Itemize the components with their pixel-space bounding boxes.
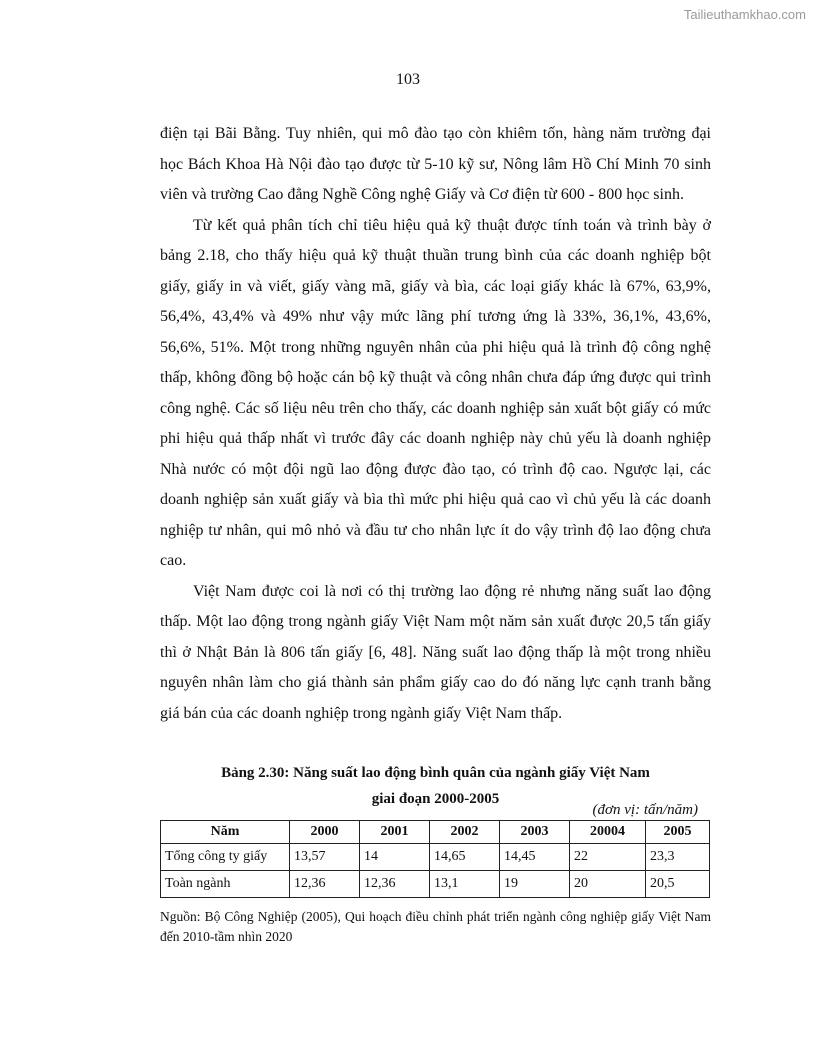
- header-cell: 2002: [430, 821, 500, 844]
- productivity-table: [160, 820, 710, 898]
- header-cell: Năm: [161, 821, 290, 844]
- header-cell: 2001: [360, 821, 430, 844]
- header-cell: 2003: [500, 821, 570, 844]
- paragraph-1: điện tại Bãi Bằng. Tuy nhiên, qui mô đào tạo còn khiêm tốn, hàng năm trường đại học Bách Khoa Hà Nội đào tạo được từ 5-10 kỹ sư, Nông lâm Hồ Chí Minh 70 sinh viên và trường Cao đẳng Nghề Công nghệ Giấy và Cơ điện từ 600 - 800 học sinh.: [160, 125, 711, 203]
- table-cell: 20: [570, 871, 646, 898]
- row-label-cell: Tổng công ty giấy: [161, 844, 290, 871]
- table-cell: 14: [360, 844, 430, 871]
- table-cell: 20,5: [646, 871, 710, 898]
- table-cell: 23,3: [646, 844, 710, 871]
- table-cell: 13,1: [430, 871, 500, 898]
- table-unit-note: (đơn vị: tấn/năm): [592, 802, 698, 818]
- body-text: [160, 119, 711, 729]
- table-cell: 12,36: [360, 871, 430, 898]
- table-cell: 22: [570, 844, 646, 871]
- header-cell: 20004: [570, 821, 646, 844]
- table-cell: 14,65: [430, 844, 500, 871]
- table-cell: 19: [500, 871, 570, 898]
- table-cell: 12,36: [290, 871, 360, 898]
- paragraph-2: Từ kết quả phân tích chỉ tiêu hiệu quả kỹ thuật được tính toán và trình bày ở bảng 2.18, cho thấy hiệu quả kỹ thuật thuần trung bình của các doanh nghiệp bột giấy, giấy in và viết, giấy vàng mã, giấy và bìa, các loại giấy khác là 67%, 63,9%, 56,4%, 43,4% và 49% như vậy mức lãng phí tương ứng là 33%, 36,1%, 43,6%, 56,6%, 51%. Một trong những nguyên nhân của phi hiệu quả là trình độ công nghệ thấp, không đồng bộ hoặc cán bộ kỹ thuật và công nhân chưa đáp ứng được qui trình công nghệ. Các số liệu nêu trên cho thấy, các doanh nghiệp sản xuất bột giấy có mức phi hiệu quả thấp nhất vì trước đây các doanh nghiệp này chủ yếu là doanh nghiệp Nhà nước có một đội ngũ lao động được đào tạo, có trình độ cao. Ngược lại, các doanh nghiệp sản xuất giấy và bìa thì mức phi hiệu quả cao vì chủ yếu là các doanh nghiệp tư nhân, qui mô nhỏ và đầu tư cho nhân lực ít do vậy trình độ lao động chưa cao.: [160, 216, 711, 569]
- header-cell: 2005: [646, 821, 710, 844]
- header-cell: 2000: [290, 821, 360, 844]
- table-header-row: [161, 821, 710, 844]
- watermark: Tailieuthamkhao.com: [683, 7, 806, 22]
- paragraph-3: Việt Nam được coi là nơi có thị trường lao động rẻ nhưng năng suất lao động thấp. Một lao động trong ngành giấy Việt Nam một năm sản xuất được 20,5 tấn giấy thì ở Nhật Bản là 806 tấn giấy [6, 48]. Năng suất lao động thấp là một trong nhiều nguyên nhân làm cho giá thành sản phẩm giấy cao do đó năng lực cạnh tranh bằng giá bán của các doanh nghiệp trong ngành giấy Việt Nam thấp.: [160, 582, 711, 722]
- table-cell: 13,57: [290, 844, 360, 871]
- table-source-note: Nguồn: Bộ Công Nghiệp (2005), Qui hoạch điều chỉnh phát triển ngành công nghiệp giấy Việt Nam đến 2010-tầm nhìn 2020: [160, 909, 711, 944]
- page-number: 103: [396, 71, 420, 88]
- table-cell: 14,45: [500, 844, 570, 871]
- table-title-line1: Bảng 2.30: Năng suất lao động bình quân của ngành giấy Việt Nam: [221, 765, 650, 781]
- table-row: [161, 844, 710, 871]
- table-row: [161, 871, 710, 898]
- row-label-cell: Toàn ngành: [161, 871, 290, 898]
- table-title-line2: giai đoạn 2000-2005: [371, 791, 500, 807]
